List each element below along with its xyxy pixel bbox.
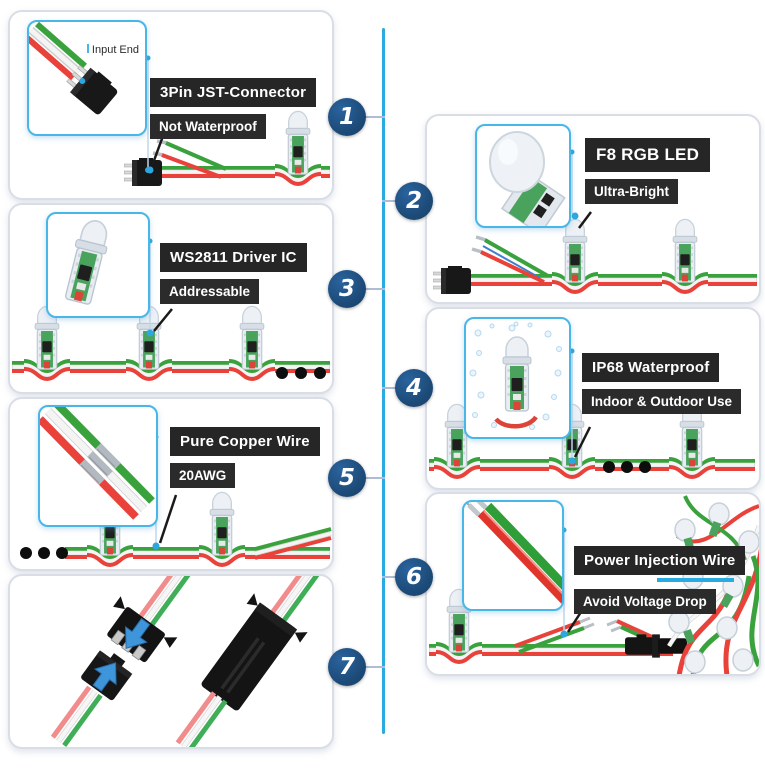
feature-subtitle: 20AWG — [170, 463, 235, 488]
feature-title: WS2811 Driver IC — [160, 243, 307, 272]
feature-panel-4 — [425, 307, 761, 490]
input-end-zoom-illustration — [29, 22, 145, 134]
callout-leader-line — [579, 212, 591, 228]
feature-title: Pure Copper Wire — [170, 427, 320, 456]
inset-waterproof — [464, 317, 571, 439]
step-badge-1: 1 — [328, 98, 366, 136]
connector-mating-illustration — [10, 576, 332, 747]
feature-panel-2 — [425, 114, 761, 304]
callout-5 — [170, 427, 320, 488]
led-pixel — [229, 306, 275, 379]
inset-led-dome — [475, 124, 571, 228]
step-badge-3: 3 — [328, 270, 366, 308]
led-pixel — [199, 492, 245, 565]
callout-3 — [160, 243, 307, 304]
led-pixel — [669, 404, 715, 477]
callout-leader-line — [160, 495, 176, 543]
continuation-dots — [603, 461, 651, 473]
feature-panel-5 — [8, 397, 334, 571]
connector-pair-mated — [157, 576, 332, 747]
feature-panel-6 — [425, 492, 761, 676]
feature-subtitle: Indoor & Outdoor Use — [582, 389, 741, 414]
feature-title: IP68 Waterproof — [582, 353, 719, 382]
step-badge-2: 2 — [395, 182, 433, 220]
jst-connector-icon — [625, 634, 687, 657]
connector-pair-unmated — [30, 576, 212, 747]
step-badge-7: 7 — [328, 648, 366, 686]
inset-input-end — [27, 20, 147, 136]
jst-connector-icon — [124, 158, 162, 186]
step-badge-5: 5 — [328, 459, 366, 497]
feature-subtitle: Not Waterproof — [150, 114, 266, 139]
injection-wire-zoom-illustration — [464, 502, 562, 609]
continuation-dots — [20, 547, 68, 559]
step-badge-6: 6 — [395, 558, 433, 596]
feature-subtitle: Ultra-Bright — [585, 179, 678, 204]
callout-2 — [585, 138, 710, 204]
led-dome-zoom-illustration — [477, 126, 569, 226]
feature-panel-7 — [8, 574, 334, 749]
jst-connector-icon — [433, 266, 471, 294]
feature-panel-1 — [8, 10, 334, 200]
timeline-spine — [382, 28, 385, 734]
driver-ic-zoom-illustration — [48, 214, 148, 316]
callout-1 — [150, 78, 316, 139]
led-pixel — [503, 337, 531, 411]
inset-driver-ic — [46, 212, 150, 318]
callout-4 — [582, 353, 741, 414]
feature-title: F8 RGB LED — [585, 138, 710, 172]
feature-subtitle: Addressable — [160, 279, 259, 304]
input-end-label: Input End — [87, 44, 139, 56]
feature-title: Power Injection Wire — [574, 546, 745, 575]
led-pixel — [662, 219, 708, 292]
feature-subtitle: Avoid Voltage Drop — [574, 589, 716, 614]
continuation-dots — [276, 367, 326, 379]
callout-underline — [574, 578, 734, 582]
callout-6 — [574, 546, 745, 614]
step-badge-4: 4 — [395, 369, 433, 407]
water-droplets-zoom-illustration — [466, 319, 569, 437]
inset-copper-wire — [38, 405, 158, 527]
feature-title: 3Pin JST-Connector — [150, 78, 316, 107]
copper-wire-zoom-illustration — [40, 407, 156, 525]
inset-injection-wire — [462, 500, 564, 611]
feature-panel-3 — [8, 203, 334, 394]
led-pixel — [552, 219, 598, 292]
